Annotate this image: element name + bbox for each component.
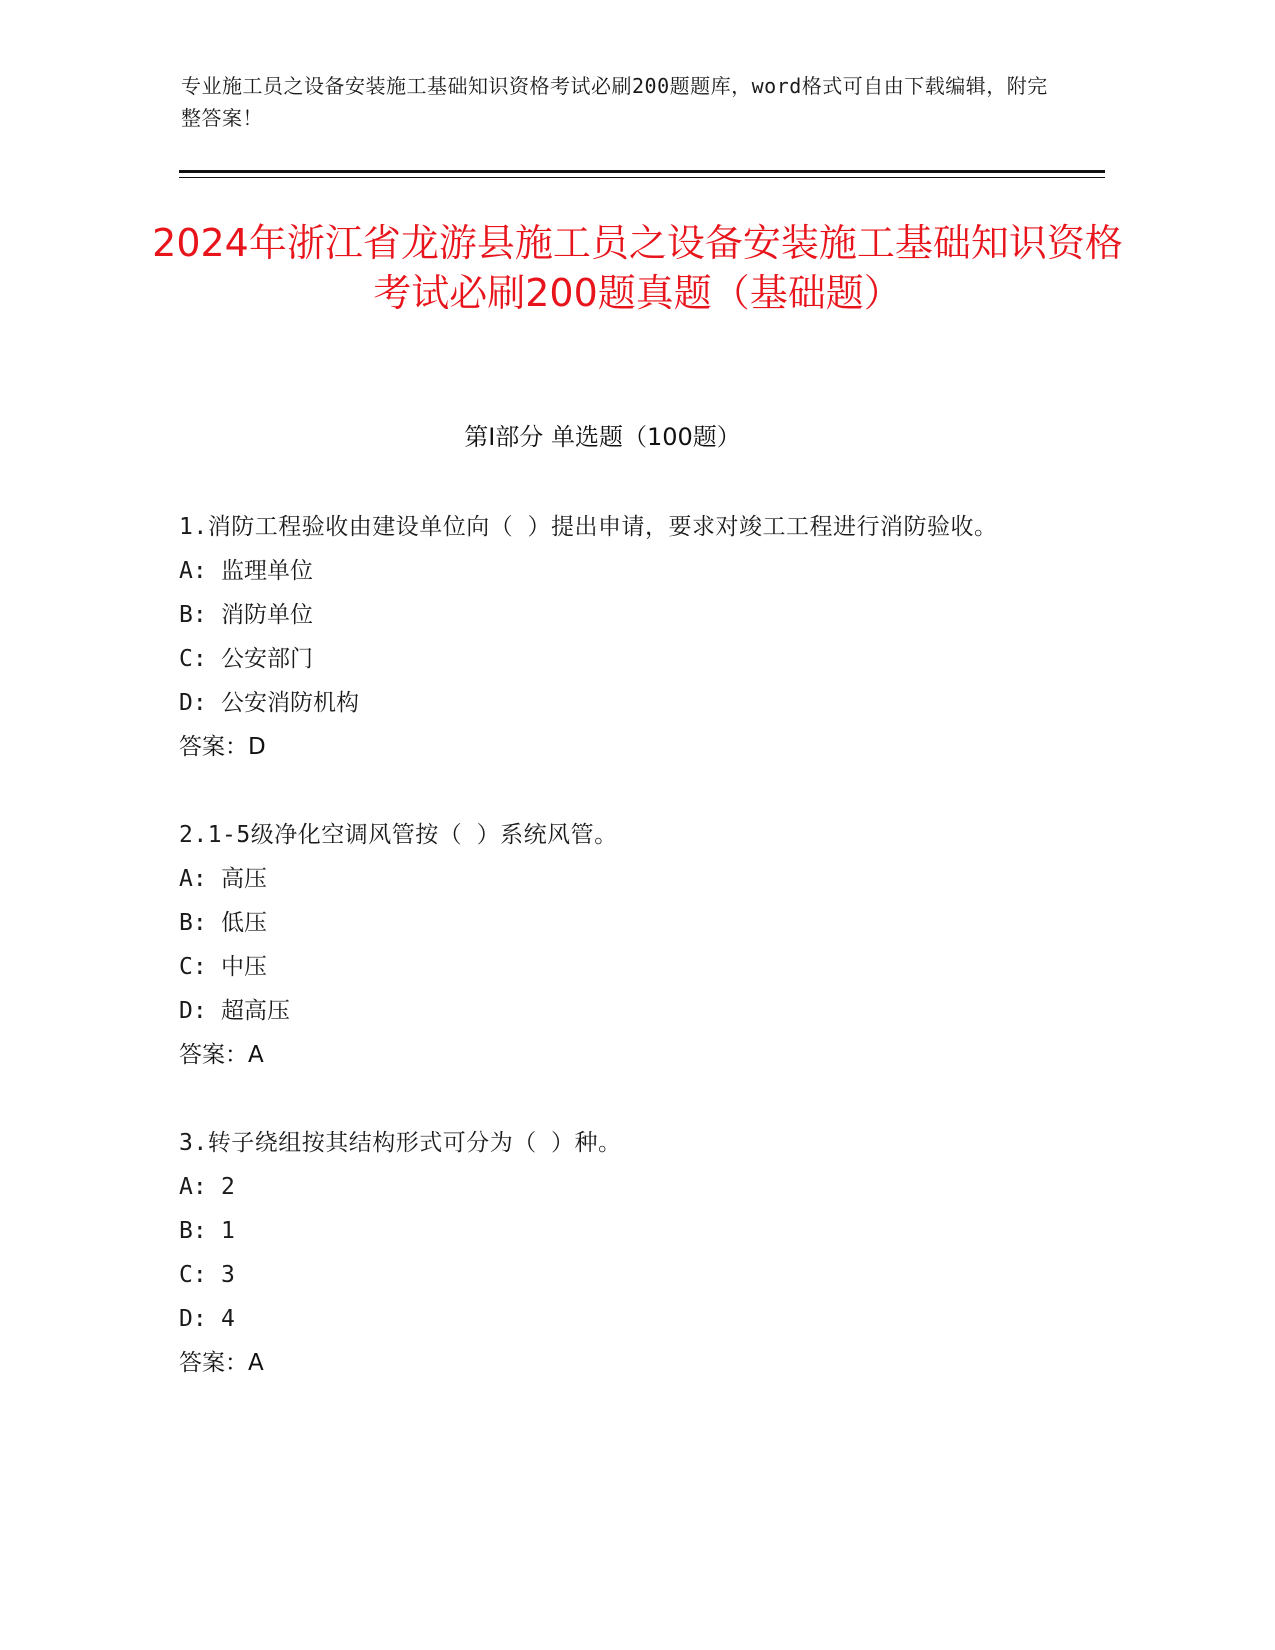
section-title: 第Ⅰ部分 单选题（100题） [464, 423, 741, 451]
option-text: 2 [221, 1174, 235, 1200]
option-a [179, 549, 1039, 593]
option-text: 公安消防机构 [221, 690, 359, 716]
option-text: 监理单位 [221, 558, 313, 584]
option-text: 低压 [221, 910, 267, 936]
option-d [179, 681, 1039, 725]
document-title: 2024年浙江省龙游县施工员之设备安装施工基础知识资格考试必刷200题真题（基础题） [152, 221, 1123, 315]
option-key: D: [179, 690, 207, 716]
answer-label: 答案：A [179, 1042, 264, 1068]
question-2 [179, 813, 1039, 1077]
question-stem: 2.1-5级净化空调风管按（ ）系统风管。 [179, 822, 618, 848]
option-c [179, 1253, 1039, 1297]
question-1 [179, 505, 1039, 769]
option-text: 消防单位 [221, 602, 313, 628]
option-a [179, 1165, 1039, 1209]
option-key: B: [179, 1218, 207, 1244]
option-key: B: [179, 910, 207, 936]
option-text: 高压 [221, 866, 267, 892]
option-text: 中压 [221, 954, 267, 980]
option-c [179, 945, 1039, 989]
option-c [179, 637, 1039, 681]
question-3 [179, 1121, 1039, 1385]
option-key: C: [179, 1262, 207, 1288]
question-stem: 3.转子绕组按其结构形式可分为（ ）种。 [179, 1130, 622, 1156]
option-key: A: [179, 1174, 207, 1200]
option-text: 超高压 [221, 998, 290, 1024]
option-d [179, 1297, 1039, 1341]
option-text: 3 [221, 1262, 235, 1288]
question-list [179, 505, 1039, 1429]
option-text: 公安部门 [221, 646, 313, 672]
option-text: 4 [221, 1306, 235, 1332]
option-b [179, 593, 1039, 637]
option-text: 1 [221, 1218, 235, 1244]
header-note: 专业施工员之设备安装施工基础知识资格考试必刷200题题库，word格式可自由下载编辑，附完整答案！ [181, 74, 1048, 130]
option-key: C: [179, 646, 207, 672]
option-key: D: [179, 1306, 207, 1332]
header-divider-thin [179, 177, 1105, 178]
option-key: A: [179, 558, 207, 584]
option-key: C: [179, 954, 207, 980]
answer-label: 答案：D [179, 734, 266, 760]
option-key: A: [179, 866, 207, 892]
question-stem: 1.消防工程验收由建设单位向（ ）提出申请，要求对竣工工程进行消防验收。 [179, 514, 998, 540]
option-d [179, 989, 1039, 1033]
answer-label: 答案：A [179, 1350, 264, 1376]
option-a [179, 857, 1039, 901]
option-key: B: [179, 602, 207, 628]
option-key: D: [179, 998, 207, 1024]
header-divider-thick [179, 170, 1105, 173]
option-b [179, 1209, 1039, 1253]
option-b [179, 901, 1039, 945]
